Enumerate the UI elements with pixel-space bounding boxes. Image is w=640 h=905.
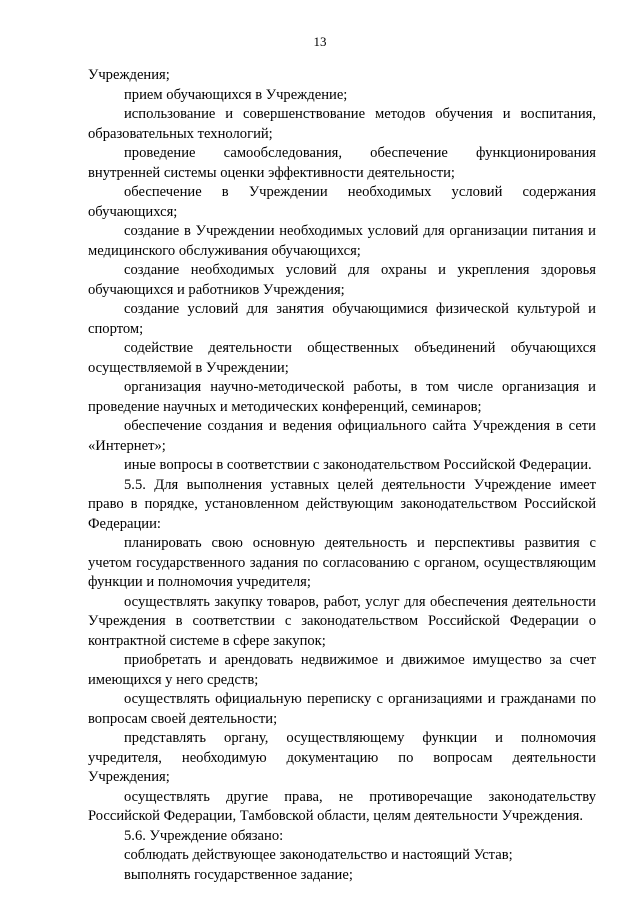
paragraph: приобретать и арендовать недвижимое и движимое имущество за счет имеющихся у него средств; xyxy=(88,652,596,688)
paragraph: организация научно-методической работы, в том числе организация и проведение научных и методических конференций, семинаров; xyxy=(88,379,596,415)
paragraph: осуществлять закупку товаров, работ, услуг для обеспечения деятельности Учреждения в соответствии с законодательством Российской Федерации о контрактной системе в сфере закупок; xyxy=(88,593,596,649)
paragraph: использование и совершенствование методов обучения и воспитания, образовательных технологий; xyxy=(88,106,596,142)
paragraph: обеспечение создания и ведения официального сайта Учреждения в сети «Интернет»; xyxy=(88,418,596,454)
paragraph: создание условий для занятия обучающимися физической культурой и спортом; xyxy=(88,301,596,337)
page-number: 13 xyxy=(313,34,327,49)
paragraph: Учреждения; xyxy=(88,67,170,83)
paragraph: осуществлять официальную переписку с организациями и гражданами по вопросам своей деятельности; xyxy=(88,691,596,727)
paragraph: выполнять государственное задание; xyxy=(124,866,353,883)
paragraph: осуществлять другие права, не противоречащие законодательству Российской Федерации, Тамбовской области, целям деятельности Учреждения. xyxy=(88,788,596,824)
paragraph: проведение самообследования, обеспечение функционирования внутренней системы оценки эффективности деятельности; xyxy=(88,145,596,181)
paragraph: содействие деятельности общественных объединений обучающихся осуществляемой в Учреждении; xyxy=(88,340,596,376)
paragraph: создание необходимых условий для охраны и укрепления здоровья обучающихся и работников Учреждения; xyxy=(88,262,596,298)
paragraph: представлять органу, осуществляющему функции и полномочия учредителя, необходимую документацию по вопросам деятельности Учреждения; xyxy=(88,730,596,785)
paragraph: 5.5. Для выполнения уставных целей деятельности Учреждение имеет право в порядке, установленном действующим законодательством Российской Федерации: xyxy=(88,476,596,532)
paragraph: обеспечение в Учреждении необходимых условий содержания обучающихся; xyxy=(88,184,596,220)
document-body xyxy=(88,66,596,885)
paragraph: создание в Учреждении необходимых условий для организации питания и медицинского обслуживания обучающихся; xyxy=(88,223,596,259)
paragraph: иные вопросы в соответствии с законодательством Российской Федерации. xyxy=(124,457,592,473)
paragraph: 5.6. Учреждение обязано: xyxy=(124,827,284,844)
paragraph: соблюдать действующее законодательство и настоящий Устав; xyxy=(124,847,513,863)
paragraph: прием обучающихся в Учреждение; xyxy=(124,86,348,103)
paragraph: планировать свою основную деятельность и перспективы развития с учетом государственного задания по согласованию с органом, осуществляющим функции и полномочия учредителя; xyxy=(88,535,596,590)
